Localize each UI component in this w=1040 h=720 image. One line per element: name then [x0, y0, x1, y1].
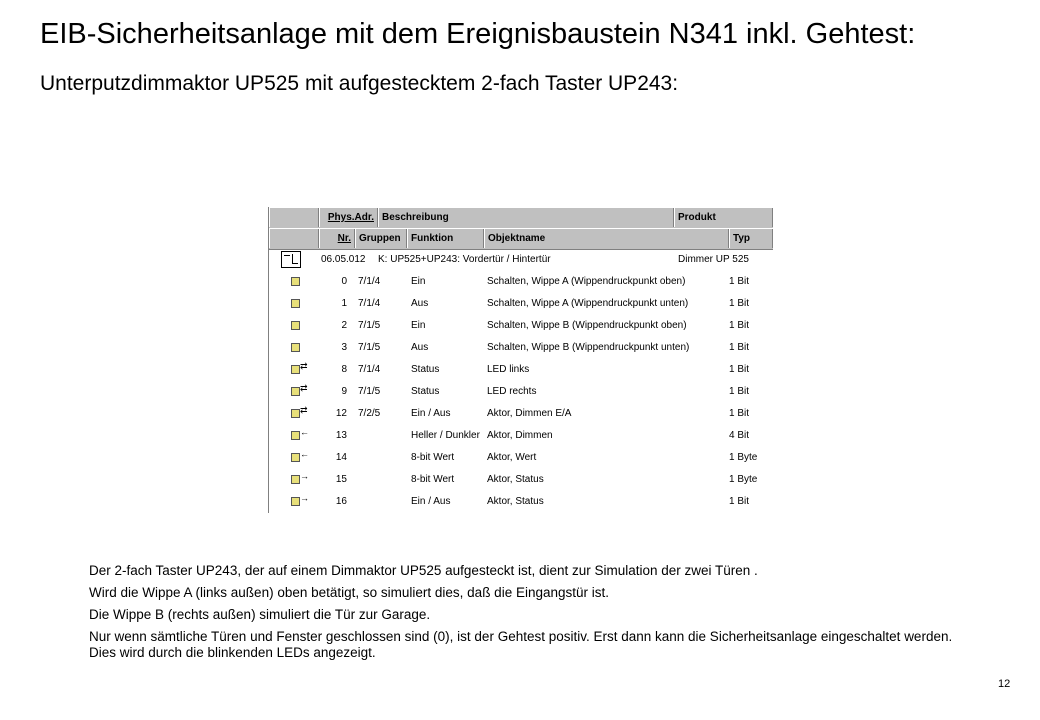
cell-nr: 15 [335, 474, 347, 485]
cell-typ: 1 Bit [729, 496, 750, 507]
object-icon [291, 343, 300, 352]
direction-arrow-icon: → [300, 493, 309, 503]
cell-typ: 4 Bit [729, 430, 750, 441]
cell-funktion: 8-bit Wert [411, 452, 455, 463]
cell-nr: 3 [341, 342, 347, 353]
device-row[interactable] [269, 249, 773, 271]
object-input-icon [291, 453, 300, 462]
header-funktion[interactable]: Funktion [407, 229, 484, 248]
object-bidirectional-icon [291, 387, 300, 396]
direction-arrow-icon: ⇄ [300, 383, 308, 393]
cell-objektname: Schalten, Wippe A (Wippendruckpunkt unten) [487, 298, 689, 309]
cell-objektname: Aktor, Status [487, 496, 544, 507]
header-produkt[interactable]: Produkt [674, 208, 773, 227]
description-paragraph: Der 2-fach Taster UP243, der auf einem Dimmaktor UP525 aufgesteckt ist, dient zur Simulation der zwei Türen . [89, 563, 758, 578]
cell-funktion: Heller / Dunkler [411, 430, 480, 441]
cell-objektname: LED links [487, 364, 530, 375]
cell-nr: 16 [335, 496, 347, 507]
direction-arrow-icon: ⇄ [300, 361, 308, 371]
cell-nr: 1 [341, 298, 347, 309]
cell-funktion: Status [411, 364, 440, 375]
cell-objektname: Schalten, Wippe B (Wippendruckpunkt oben) [487, 320, 687, 331]
cell-nr: 8 [341, 364, 347, 375]
direction-arrow-icon: ← [300, 427, 309, 437]
page-subtitle: Unterputzdimmaktor UP525 mit aufgestecktem 2-fach Taster UP243: [40, 72, 679, 95]
header-phys-adr[interactable]: Phys.Adr. [319, 208, 378, 227]
table-row[interactable] [269, 271, 773, 293]
object-output-icon [291, 475, 300, 484]
object-bidirectional-icon [291, 365, 300, 374]
table-row[interactable] [269, 337, 773, 359]
cell-nr: 9 [341, 386, 347, 397]
table-row[interactable] [269, 381, 773, 403]
header-nr[interactable]: Nr. [319, 229, 355, 248]
cell-nr: 13 [335, 430, 347, 441]
cell-typ: 1 Bit [729, 276, 750, 287]
table-row[interactable] [269, 425, 773, 447]
dimmer-device-icon [281, 251, 301, 268]
cell-nr: 12 [335, 408, 347, 419]
description-paragraph: Die Wippe B (rechts außen) simuliert die Tür zur Garage. [89, 607, 431, 622]
cell-funktion: 8-bit Wert [411, 474, 455, 485]
cell-typ: 1 Bit [729, 320, 750, 331]
description-paragraph: Wird die Wippe A (links außen) oben betätigt, so simuliert dies, daß die Eingangstür ist. [89, 585, 610, 600]
cell-gruppe: 7/1/4 [358, 364, 381, 375]
object-icon [291, 277, 300, 286]
object-table [268, 207, 773, 513]
cell-typ: 1 Bit [729, 298, 750, 309]
cell-gruppe: 7/1/4 [358, 298, 381, 309]
table-row[interactable] [269, 469, 773, 491]
cell-objektname: Aktor, Wert [487, 452, 537, 463]
object-icon [291, 299, 300, 308]
cell-gruppe: 7/1/5 [358, 342, 381, 353]
cell-typ: 1 Bit [729, 408, 750, 419]
cell-nr: 14 [335, 452, 347, 463]
header-typ[interactable]: Typ [729, 229, 773, 248]
page-title: EIB-Sicherheitsanlage mit dem Ereignisbaustein N341 inkl. Gehtest: [40, 18, 916, 50]
cell-objektname: Aktor, Status [487, 474, 544, 485]
page-number: 12 [998, 678, 1011, 690]
direction-arrow-icon: ← [300, 449, 309, 459]
device-product: Dimmer UP 525 [678, 254, 749, 265]
description-text [89, 563, 969, 667]
object-bidirectional-icon [291, 409, 300, 418]
direction-arrow-icon: ⇄ [300, 405, 308, 415]
cell-gruppe: 7/1/4 [358, 276, 381, 287]
direction-arrow-icon: → [300, 471, 309, 481]
header-gruppen[interactable]: Gruppen [355, 229, 407, 248]
table-header-row-1 [269, 207, 773, 229]
cell-gruppe: 7/1/5 [358, 386, 381, 397]
cell-gruppe: 7/1/5 [358, 320, 381, 331]
header-objektname[interactable]: Objektname [484, 229, 729, 248]
table-row[interactable] [269, 491, 773, 513]
cell-objektname: LED rechts [487, 386, 537, 397]
cell-objektname: Aktor, Dimmen [487, 430, 553, 441]
object-input-icon [291, 431, 300, 440]
cell-typ: 1 Bit [729, 364, 750, 375]
device-address: 06.05.012 [321, 254, 366, 265]
cell-typ: 1 Byte [729, 452, 758, 463]
table-row[interactable] [269, 293, 773, 315]
header-beschreibung[interactable]: Beschreibung [378, 208, 674, 227]
cell-funktion: Status [411, 386, 440, 397]
cell-funktion: Aus [411, 298, 429, 309]
cell-nr: 0 [341, 276, 347, 287]
cell-funktion: Aus [411, 342, 429, 353]
table-row[interactable] [269, 359, 773, 381]
description-paragraph: Nur wenn sämtliche Türen und Fenster geschlossen sind (0), ist der Gehtest positiv. Erst dann kann die Sicherheitsanlage eingeschaltet werden. Dies wird durch die blinkenden LEDs angezeigt. [89, 629, 953, 660]
cell-gruppe: 7/2/5 [358, 408, 381, 419]
table-header-row-2 [269, 228, 773, 250]
object-output-icon [291, 497, 300, 506]
table-row[interactable] [269, 447, 773, 469]
cell-funktion: Ein / Aus [411, 408, 451, 419]
cell-objektname: Schalten, Wippe B (Wippendruckpunkt unten) [487, 342, 690, 353]
device-description: K: UP525+UP243: Vordertür / Hintertür [378, 254, 551, 265]
cell-objektname: Aktor, Dimmen E/A [487, 408, 572, 419]
cell-funktion: Ein [411, 320, 426, 331]
cell-objektname: Schalten, Wippe A (Wippendruckpunkt oben) [487, 276, 686, 287]
cell-typ: 1 Bit [729, 342, 750, 353]
object-icon [291, 321, 300, 330]
cell-typ: 1 Bit [729, 386, 750, 397]
cell-funktion: Ein / Aus [411, 496, 451, 507]
cell-funktion: Ein [411, 276, 426, 287]
table-row[interactable] [269, 403, 773, 425]
header-blank-cell [269, 229, 319, 248]
table-row[interactable] [269, 315, 773, 337]
cell-nr: 2 [341, 320, 347, 331]
header-blank-cell [269, 208, 319, 227]
cell-typ: 1 Byte [729, 474, 758, 485]
